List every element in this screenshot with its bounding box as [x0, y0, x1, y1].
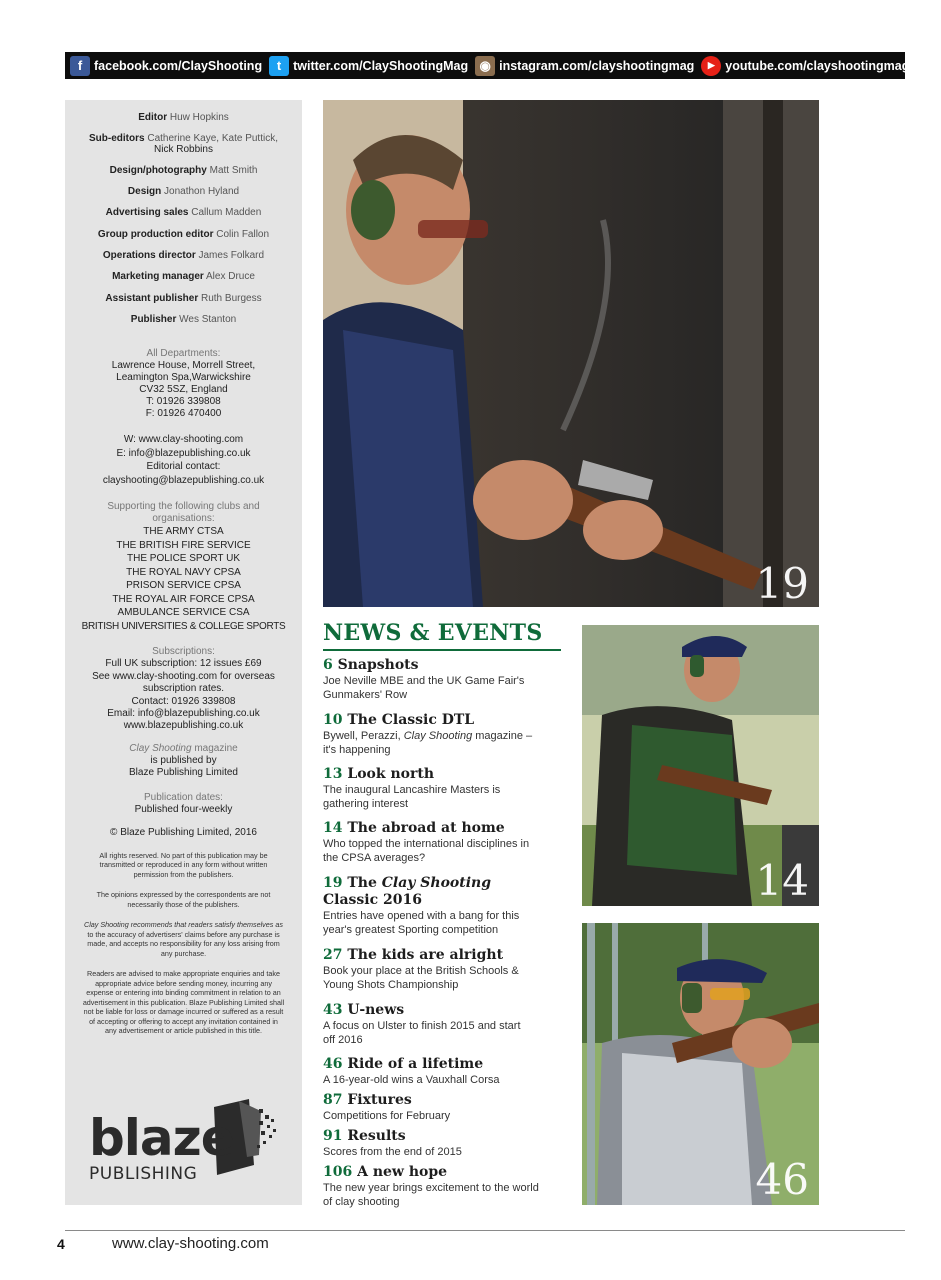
- contact-line: E: info@blazepublishing.co.uk: [116, 448, 251, 459]
- item-description: A focus on Ulster to finish 2015 and start: [323, 1020, 521, 1032]
- page-number: 4: [57, 1236, 65, 1252]
- item-title: The kids are alright: [347, 947, 504, 963]
- subs-line: Full UK subscription: 12 issues £69: [105, 658, 262, 669]
- item-description: A 16-year-old wins a Vauxhall Corsa: [323, 1074, 500, 1086]
- item-page-number: 13: [323, 766, 343, 782]
- photo-illustration: [323, 100, 819, 607]
- item-description: Joe Neville MBE and the UK Game Fair's: [323, 675, 525, 687]
- org-line: THE POLICE SPORT UK: [127, 553, 240, 564]
- contents-item[interactable]: [323, 1164, 563, 1209]
- twitter-icon: t: [269, 56, 289, 76]
- dates-heading: Publication dates:: [144, 792, 223, 803]
- photo-shooter-14: [582, 625, 819, 906]
- org-line: THE ROYAL NAVY CPSA: [126, 567, 241, 578]
- legal-text: not be liable for loss or damage incurred or suffered as a result: [83, 1007, 284, 1016]
- contents-item[interactable]: [323, 712, 563, 757]
- published-by-line: Clay Shooting magazine: [129, 743, 238, 754]
- item-title: Fixtures: [347, 1092, 412, 1108]
- item-description: Who topped the international disciplines in: [323, 838, 530, 850]
- photo-main-shooter: [323, 100, 819, 607]
- footer-divider: [65, 1230, 905, 1231]
- credit-assistant-publisher: Assistant publisher Ruth Burgess: [105, 293, 262, 304]
- credit-design: Design Jonathon Hyland: [127, 186, 240, 197]
- legal-text: permission from the publishers.: [133, 870, 234, 879]
- legal-text: Clay Shooting recommends that readers satisfy themselves as: [84, 920, 283, 929]
- legal-text: advertisement in this publication. Blaze Publishing Limited shall: [82, 998, 285, 1007]
- facebook-icon: f: [70, 56, 90, 76]
- item-description: gathering interest: [323, 798, 408, 810]
- item-description: Gunmakers' Row: [323, 689, 408, 701]
- credit-editor: Editor Huw Hopkins: [138, 112, 229, 123]
- item-description: Bywell, Perazzi, Clay Shooting magazine –: [323, 730, 533, 742]
- credit-publisher: Publisher Wes Stanton: [130, 314, 237, 325]
- contact-line: W: www.clay-shooting.com: [123, 434, 244, 445]
- item-title: Results: [347, 1128, 406, 1144]
- social-links-bar: [65, 52, 941, 79]
- published-by-line: Blaze Publishing Limited: [129, 767, 238, 778]
- item-description: The new year brings excitement to the world: [323, 1182, 539, 1194]
- legal-text: necessarily those of the publishers.: [127, 900, 240, 909]
- address-line: T: 01926 339808: [146, 396, 221, 407]
- photo-page-number: 46: [755, 1155, 809, 1204]
- contents-item[interactable]: [323, 657, 563, 702]
- subs-line: www.blazepublishing.co.uk: [123, 720, 244, 731]
- item-page-number: 27: [323, 947, 343, 963]
- item-title: Ride of a lifetime: [347, 1056, 484, 1072]
- item-description: it's happening: [323, 744, 391, 756]
- address-line: CV32 5SZ, England: [139, 384, 228, 395]
- item-page-number: 46: [323, 1056, 343, 1072]
- contents-item[interactable]: [323, 766, 563, 811]
- contents-list: [323, 620, 561, 1208]
- item-page-number: 14: [323, 820, 343, 836]
- credits-panel: [65, 100, 302, 1205]
- photo-page-number: 19: [755, 559, 809, 608]
- org-line: AMBULANCE SERVICE CSA: [117, 607, 250, 618]
- address-line: F: 01926 470400: [145, 408, 222, 419]
- subs-line: Contact: 01926 339808: [131, 696, 236, 707]
- section-heading-news-events: NEWS & EVENTS: [323, 620, 561, 651]
- credit-production: Group production editor Colin Fallon: [97, 229, 270, 240]
- org-line: PRISON SERVICE CPSA: [126, 580, 241, 591]
- address-line: Leamington Spa,Warwickshire: [116, 372, 251, 383]
- item-page-number: 87: [323, 1092, 343, 1108]
- address-line: Lawrence House, Morrell Street,: [111, 360, 256, 371]
- item-page-number: 91: [323, 1128, 343, 1144]
- copyright: © Blaze Publishing Limited, 2016: [110, 827, 257, 838]
- youtube-icon: ▶: [701, 56, 721, 76]
- item-description: Young Shots Championship: [323, 979, 459, 991]
- org-line: THE ROYAL AIR FORCE CPSA: [112, 594, 255, 605]
- item-title: A new hope: [357, 1164, 448, 1180]
- photo-shooter-46: [582, 923, 819, 1205]
- legal-text: transmitted or reproduced in any form without written: [99, 860, 268, 869]
- contents-item[interactable]: [323, 1128, 563, 1159]
- item-title: The Classic DTL: [347, 712, 475, 728]
- item-title: Look north: [347, 766, 434, 782]
- legal-text: Readers are advised to make appropriate enquiries and take: [87, 969, 280, 978]
- subs-line: See www.clay-shooting.com for overseas: [92, 671, 275, 682]
- item-description: Scores from the end of 2015: [323, 1146, 462, 1158]
- credit-sub-editors-cont: Nick Robbins: [154, 144, 213, 155]
- orgs-heading: organisations:: [152, 513, 215, 524]
- item-page-number: 6: [323, 657, 333, 673]
- item-page-number: 106: [323, 1164, 353, 1180]
- social-link-instagram[interactable]: [475, 56, 694, 76]
- credit-sub-editors: Sub-editors Catherine Kaye, Kate Puttick,: [89, 133, 278, 144]
- contents-item[interactable]: [323, 947, 563, 992]
- orgs-heading: Supporting the following clubs and: [107, 501, 260, 512]
- legal-text: of accepting or offering to accept any invitation contained in: [89, 1017, 278, 1026]
- published-by-line: is published by: [150, 755, 217, 766]
- legal-text: any purchase.: [160, 949, 207, 958]
- legal-text: made, and accepts no responsibility for any loss arising from: [87, 939, 280, 948]
- item-description: Entries have opened with a bang for this: [323, 910, 520, 922]
- legal-text: The opinions expressed by the correspondents are not: [96, 890, 271, 899]
- subs-line: subscription rates.: [142, 683, 225, 694]
- item-title: U-news: [347, 1002, 405, 1018]
- photo-page-number: 14: [755, 856, 809, 905]
- social-link-label: instagram.com/clayshootingmag: [499, 58, 695, 73]
- org-line: THE ARMY CTSA: [143, 526, 224, 537]
- item-description: Book your place at the British Schools &: [323, 965, 519, 977]
- social-link-youtube[interactable]: [701, 56, 940, 76]
- footer-url[interactable]: www.clay-shooting.com: [112, 1235, 269, 1252]
- subs-line: Email: info@blazepublishing.co.uk: [107, 708, 260, 719]
- contact-line: Editorial contact:: [146, 461, 221, 472]
- logo-wordmark: blaze: [89, 1109, 234, 1167]
- item-page-number: 19: [323, 875, 343, 891]
- social-link-label: facebook.com/ClayShooting: [94, 58, 263, 73]
- legal-text: to the accuracy of advertisers' claims before any purchase is: [87, 930, 280, 939]
- org-line: BRITISH UNIVERSITIES & COLLEGE SPORTS: [81, 621, 286, 632]
- logo-subtitle: PUBLISHING: [89, 1164, 198, 1184]
- item-page-number: 43: [323, 1002, 343, 1018]
- blaze-publishing-logo: [89, 1095, 279, 1190]
- address-heading: All Departments:: [146, 348, 221, 359]
- social-link-facebook[interactable]: [70, 56, 262, 76]
- contents-item[interactable]: [323, 1002, 563, 1047]
- item-title: The abroad at home: [347, 820, 505, 836]
- item-title: Snapshots: [337, 657, 419, 673]
- legal-text: expense or entering into binding commitment in relation to an: [86, 988, 281, 997]
- legal-text: any advertisement or article published in this title.: [104, 1026, 262, 1035]
- item-description: The inaugural Lancashire Masters is: [323, 784, 501, 796]
- legal-text: appropriate advice before sending money, incurring any: [95, 979, 272, 988]
- contents-item[interactable]: [323, 820, 563, 865]
- legal-text: All rights reserved. No part of this publication may be: [99, 851, 268, 860]
- credit-design-photography: Design/photography Matt Smith: [109, 165, 258, 176]
- credit-operations: Operations director James Folkard: [102, 250, 265, 261]
- item-description: year's greatest Sporting competition: [323, 924, 499, 936]
- item-page-number: 10: [323, 712, 343, 728]
- credit-marketing: Marketing manager Alex Druce: [112, 271, 255, 282]
- instagram-icon: ◉: [475, 56, 495, 76]
- item-title: The Clay Shooting: [347, 875, 492, 891]
- item-title: Classic 2016: [323, 892, 422, 908]
- social-link-twitter[interactable]: [269, 56, 468, 76]
- item-description: the CPSA averages?: [323, 852, 426, 864]
- item-description: of clay shooting: [323, 1196, 400, 1208]
- social-link-label: youtube.com/clayshootingmagazine: [725, 58, 941, 73]
- social-link-label: twitter.com/ClayShootingMag: [293, 58, 469, 73]
- subs-heading: Subscriptions:: [152, 646, 215, 657]
- contact-line: clayshooting@blazepublishing.co.uk: [102, 475, 265, 486]
- org-line: THE BRITISH FIRE SERVICE: [116, 540, 251, 551]
- contents-item[interactable]: [323, 875, 563, 937]
- credit-advertising: Advertising sales Callum Madden: [105, 207, 262, 218]
- item-description: off 2016: [323, 1034, 363, 1046]
- contents-item[interactable]: [323, 1056, 563, 1087]
- dates-line: Published four-weekly: [134, 804, 233, 815]
- contents-item[interactable]: [323, 1092, 563, 1123]
- item-description: Competitions for February: [323, 1110, 451, 1122]
